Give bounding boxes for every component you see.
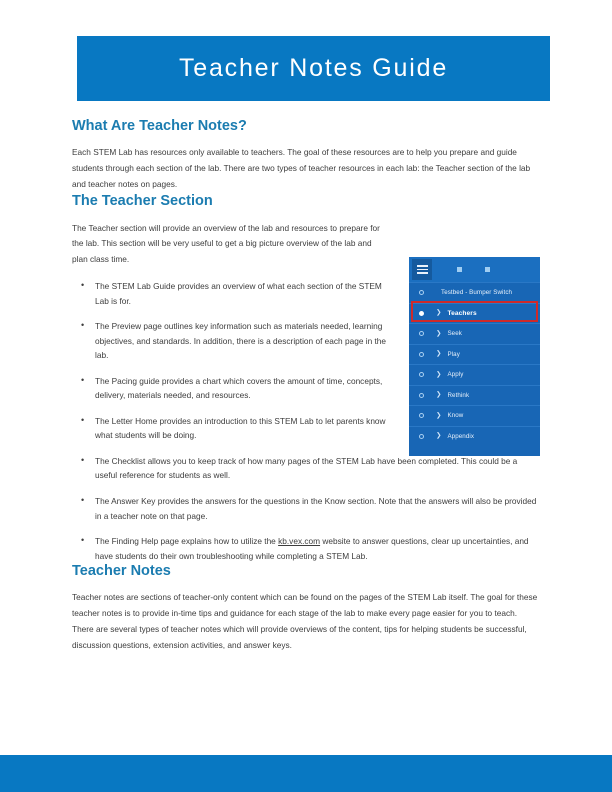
nav-item-teachers[interactable] — [409, 303, 540, 324]
chevron-right-icon: ❯ — [436, 329, 442, 337]
chevron-right-icon: ❯ — [436, 350, 442, 357]
nav-item-appendix[interactable] — [409, 426, 540, 447]
nav-item-seek[interactable] — [409, 323, 540, 344]
app-topbar — [409, 257, 540, 282]
square-icon[interactable] — [485, 267, 490, 272]
page-footer-bar — [0, 755, 612, 792]
nav-item-testbed-bumper-switch[interactable] — [409, 282, 540, 303]
nav-item-label: Play — [447, 350, 460, 358]
radio-icon — [419, 434, 424, 439]
topbar-icon-group — [457, 267, 490, 272]
bullet-list-teacher-section-wide — [72, 454, 540, 563]
nav-item-label: Know — [447, 412, 464, 420]
list-item — [72, 494, 540, 523]
list-item-text: The Answer Key provides the answers for the questions in the Know section. Note that the answers will also be provided in a teacher note on that page. — [95, 495, 537, 521]
list-item-text-after: website to answer questions, clear up uncertainties, and have students do their own troubleshooting while completing a STEM Lab. — [95, 536, 529, 561]
paragraph-what-are-teacher-notes: Each STEM Lab has resources only available to teachers. The goal of these resources are to help you prepare and guide students through each section of the lab. There are two types of teacher resources in each lab: the Teacher section of the lab and teacher notes on pages. — [72, 147, 531, 190]
heading-the-teacher-section: The Teacher Section — [72, 193, 213, 210]
chevron-right-icon: ❯ — [436, 432, 442, 439]
nav-item-label: Apply — [447, 371, 464, 379]
link-kb-vex-com[interactable]: kb.vex.com — [278, 536, 321, 547]
nav-item-label: Teachers — [447, 309, 477, 317]
radio-icon — [419, 413, 424, 418]
radio-icon-selected — [419, 311, 424, 316]
chevron-right-icon: ❯ — [436, 411, 442, 419]
page-header-banner — [77, 36, 550, 101]
paragraph-teacher-notes: Teacher notes are sections of teacher-only content which can be found on the pages of the STEM Lab itself. The goal for these teacher notes is to provide in-time tips and guidance for each stage of the lab to make every page easier for you to teach. There are several types of teacher notes which will provide overviews of the content, tips for helping students be successful, discussion questions, extension activities, and answer keys. — [72, 592, 538, 651]
nav-item-label: Testbed - Bumper Switch — [441, 289, 513, 297]
nav-item-know[interactable] — [409, 405, 540, 426]
chevron-right-icon: ❯ — [436, 370, 442, 378]
radio-icon — [419, 372, 424, 377]
heading-what-are-teacher-notes: What Are Teacher Notes? — [72, 118, 247, 134]
radio-icon — [419, 331, 424, 336]
list-item-text: The Checklist allows you to keep track of how many pages of the STEM Lab have been completed. This could be a useful reference for students as well. — [95, 455, 518, 481]
nav-item-rethink[interactable] — [409, 385, 540, 406]
list-item — [72, 454, 540, 483]
page-title: Teacher Notes Guide — [178, 54, 449, 82]
nav-item-apply[interactable] — [409, 364, 540, 385]
list-item — [72, 534, 540, 563]
chevron-right-icon: ❯ — [436, 391, 442, 398]
square-icon[interactable] — [457, 267, 462, 272]
nav-item-label: Appendix — [447, 432, 475, 440]
list-item: • The STEM Lab Guide provides an overview of what each section of the STEM Lab is for. — [72, 279, 395, 308]
list-item: • The Pacing guide provides a chart which covers the amount of time, concepts, delivery, materials needed, and resources. — [72, 374, 395, 403]
radio-icon — [419, 352, 424, 357]
list-item-text: The Finding Help page explains how to utilize the — [95, 536, 279, 547]
radio-icon — [419, 290, 424, 295]
nav-item-label: Seek — [447, 330, 462, 338]
paragraph-the-teacher-section: The Teacher section will provide an overview of the lab and resources to prepare for the lab. This section will be very useful to get a big picture overview of the lab and plan class time. — [72, 222, 380, 265]
inset-app-screenshot — [409, 257, 540, 456]
radio-icon — [419, 393, 424, 398]
heading-teacher-notes: Teacher Notes — [72, 563, 171, 580]
list-item: • The Preview page outlines key information such as materials needed, learning objectives, and standards. In addition, there is a description of each page in the lab. — [72, 319, 395, 363]
list-item: • The Letter Home provides an introduction to this STEM Lab to let parents know what students will be doing. — [72, 414, 395, 443]
hamburger-icon[interactable] — [412, 259, 432, 280]
nav-item-label: Rethink — [447, 391, 470, 399]
chevron-right-icon: ❯ — [436, 309, 442, 316]
nav-item-play[interactable] — [409, 344, 540, 365]
